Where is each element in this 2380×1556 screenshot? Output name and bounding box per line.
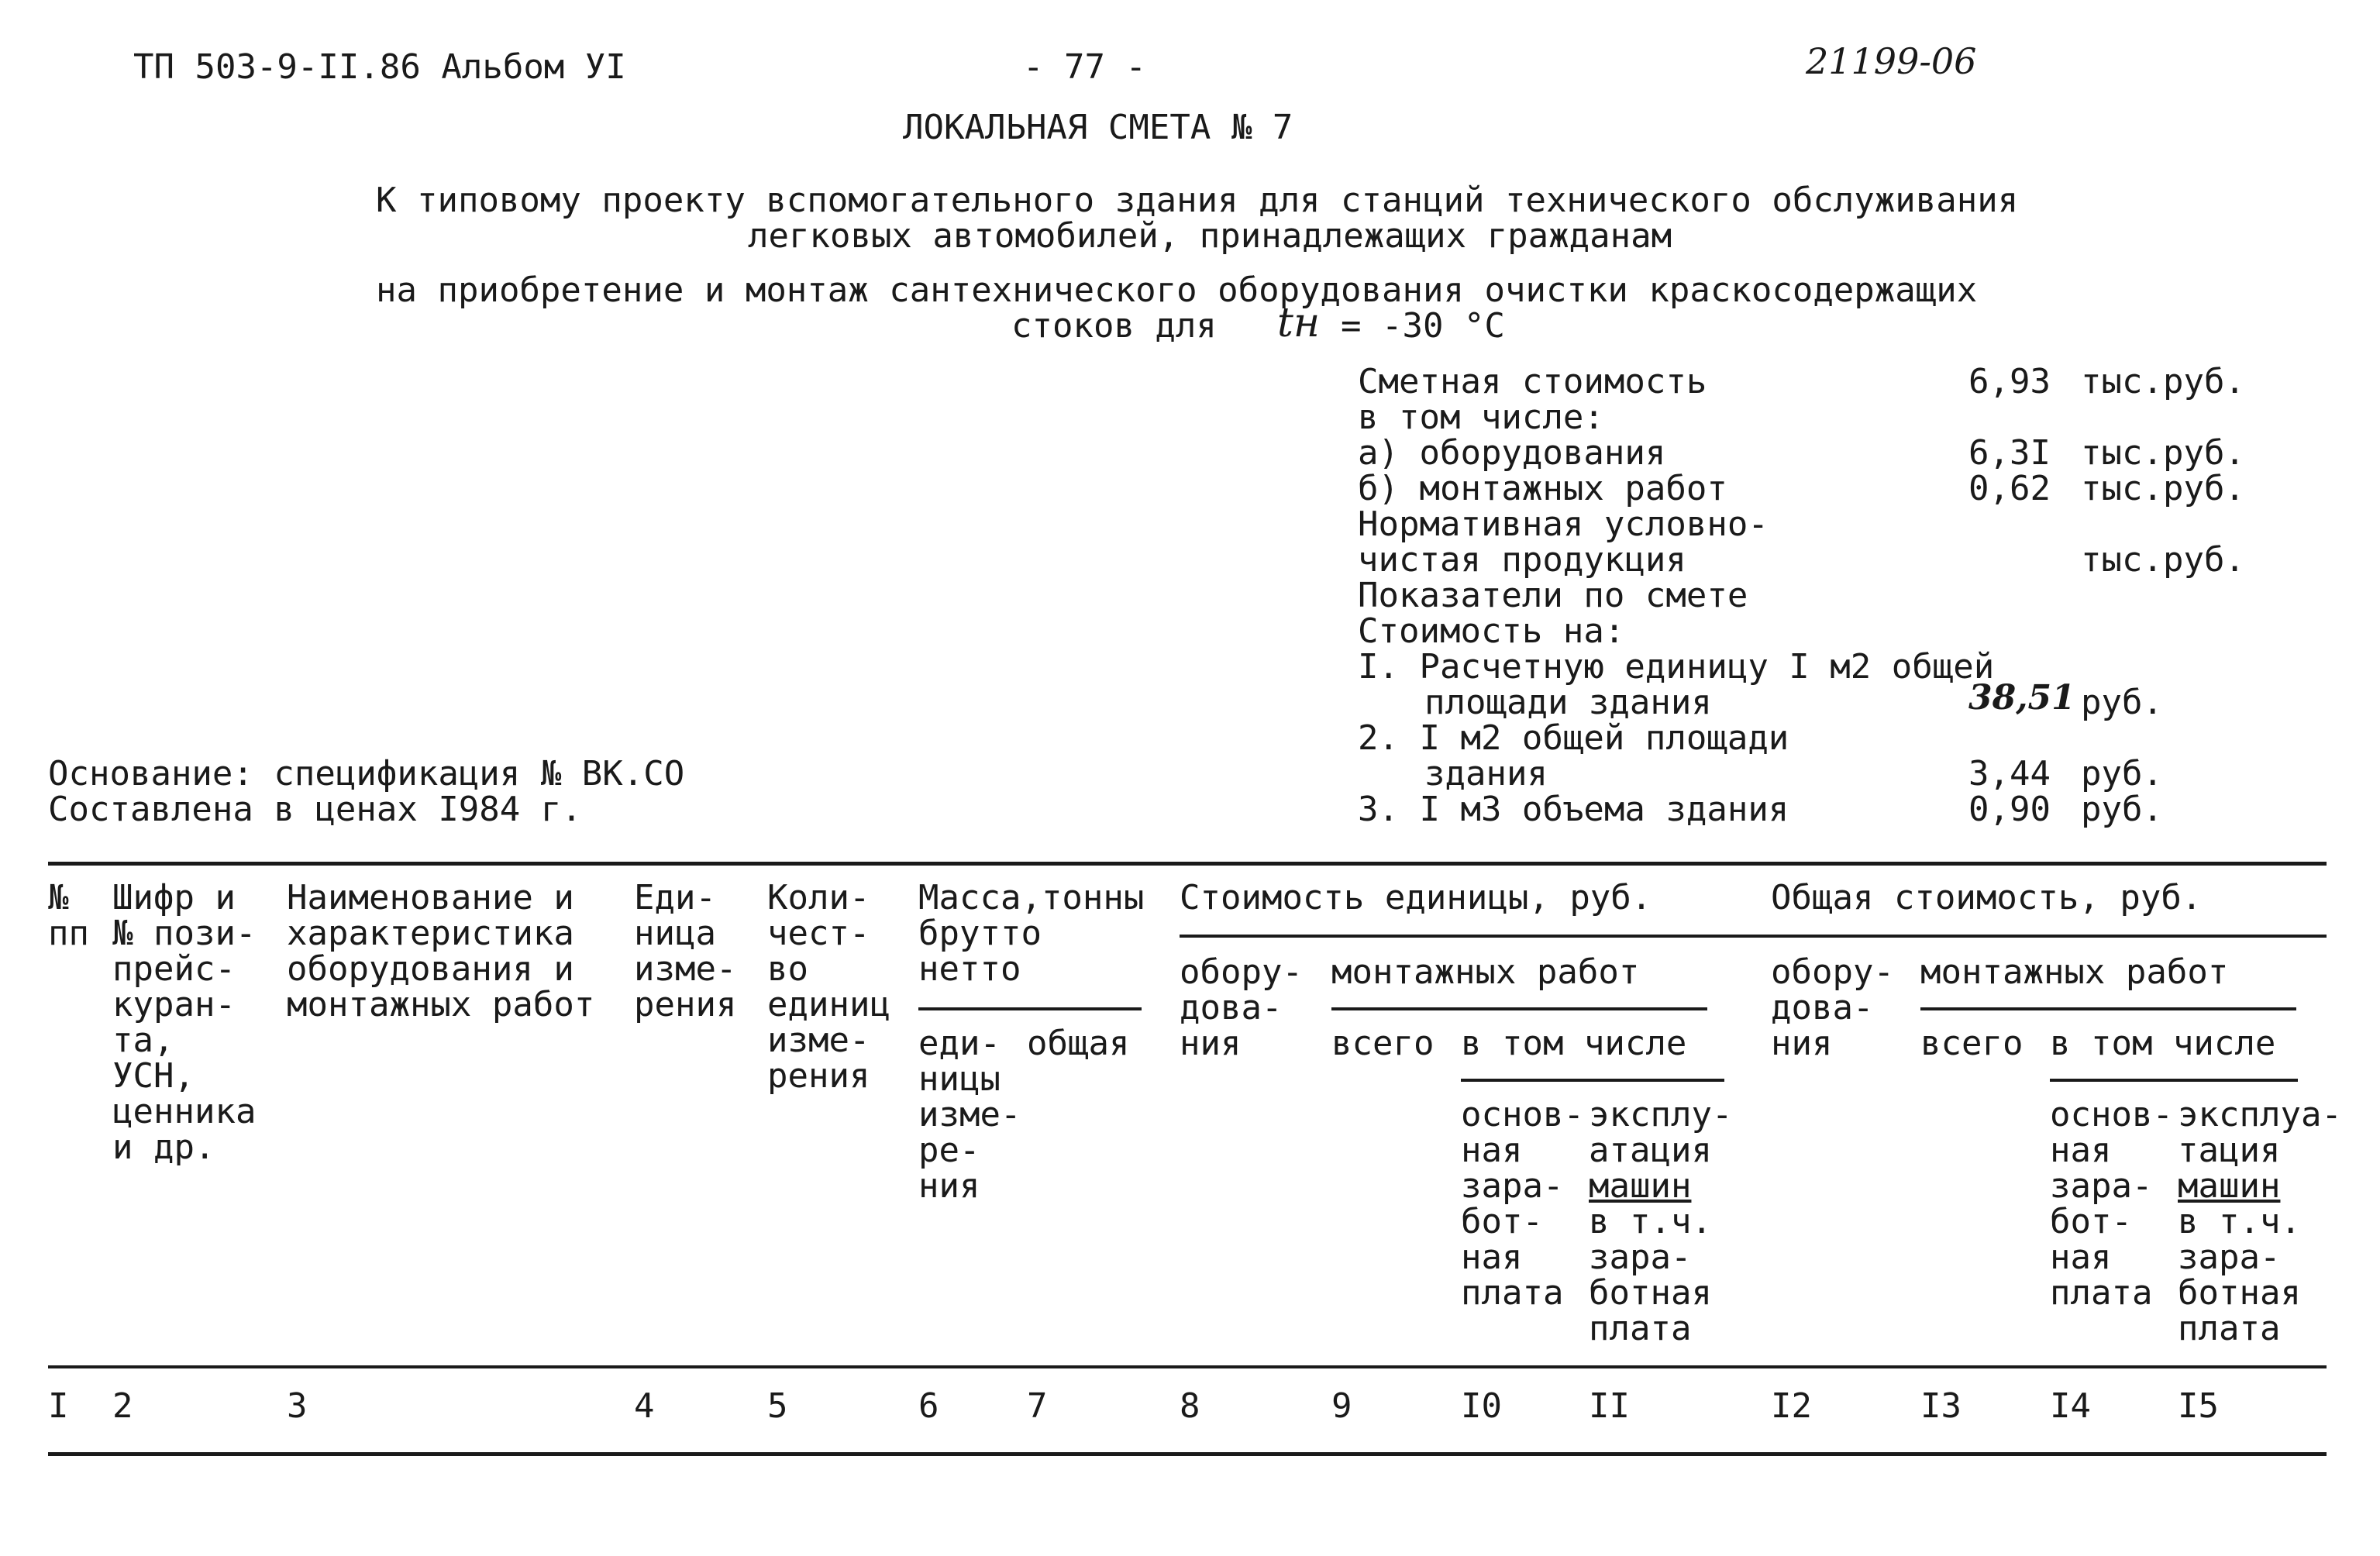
column-number: 2 bbox=[112, 1386, 133, 1426]
normative-label-1: Нормативная условно- bbox=[1358, 504, 1769, 544]
col-unit-header: Еди- ница изме- рения bbox=[634, 878, 737, 1024]
col-quantity-header: Коли- чест- во единиц изме- рения bbox=[767, 878, 890, 1096]
mass-total-header: общая bbox=[1027, 1024, 1130, 1063]
unit-machines-wage: в т.ч. зара- ботная плата bbox=[1589, 1202, 1712, 1348]
prices-line: Составлена в ценах I984 г. bbox=[48, 790, 582, 829]
indicator-1-label-1: I. Расчетную единицу I м2 общей bbox=[1358, 647, 1995, 687]
indicator-2-unit: руб. bbox=[2081, 754, 2163, 793]
col-code-header: Шифр и № пози- прейс- куран- та, УСН, ценника и др. bbox=[112, 878, 257, 1167]
unit-equipment-header: обору- дова- ния bbox=[1180, 952, 1303, 1063]
estimate-title: ЛОКАЛЬНАЯ СМЕТА № 7 bbox=[903, 108, 1293, 147]
temperature-symbol: tн bbox=[1277, 300, 1321, 346]
cost-group-rule bbox=[1180, 935, 2327, 938]
table-bottom-rule bbox=[48, 1452, 2327, 1456]
total-including-header: в том числе bbox=[2050, 1024, 2276, 1063]
col-number-header: № пп bbox=[48, 878, 89, 953]
unit-wage-header: основ- ная зара- бот- ная плата bbox=[1461, 1095, 1584, 1313]
column-number: 3 bbox=[287, 1386, 308, 1426]
indicator-3-label: 3. I м3 объема здания bbox=[1358, 790, 1789, 829]
estimated-cost-value: 6,93 bbox=[1968, 362, 2051, 401]
column-number: 4 bbox=[634, 1386, 655, 1426]
total-installation-header: монтажных работ bbox=[1920, 952, 2229, 992]
mass-sub-rule bbox=[918, 1007, 1142, 1010]
installation-cost-unit: тыс.руб. bbox=[2081, 469, 2245, 508]
indicators-label: Показатели по смете bbox=[1358, 576, 1748, 615]
indicator-2-label-2: здания bbox=[1424, 754, 1548, 793]
unit-total-header: всего bbox=[1331, 1024, 1435, 1063]
header-bottom-rule bbox=[48, 1365, 2327, 1368]
cost-on-label: Стоимость на: bbox=[1358, 611, 1625, 651]
unit-installation-rule bbox=[1331, 1007, 1707, 1010]
column-number: I0 bbox=[1461, 1386, 1502, 1426]
subtitle-line-4-prefix: стоков для bbox=[1011, 306, 1217, 346]
document-code: 21199-06 bbox=[1806, 40, 1977, 82]
column-number: I bbox=[48, 1386, 69, 1426]
total-wage-header: основ- ная зара- бот- ная плата bbox=[2050, 1095, 2173, 1313]
indicator-1-label-2: площади здания bbox=[1424, 683, 1712, 722]
total-including-rule bbox=[2050, 1079, 2298, 1082]
column-number: 5 bbox=[767, 1386, 788, 1426]
column-number: 8 bbox=[1180, 1386, 1200, 1426]
normative-label-2: чистая продукция bbox=[1358, 540, 1686, 580]
column-number: II bbox=[1589, 1386, 1630, 1426]
subtitle-line-3: на приобретение и монтаж сантехнического оборудования очистки краскосодержащих bbox=[376, 270, 1978, 310]
col-mass-header: Масса,тонны брутто нетто bbox=[918, 878, 1145, 989]
column-number: 9 bbox=[1331, 1386, 1352, 1426]
subtitle-line-2: легковых автомобилей, принадлежащих гражданам bbox=[748, 216, 1672, 256]
installation-cost-label: б) монтажных работ bbox=[1358, 469, 1727, 508]
installation-cost-value: 0,62 bbox=[1968, 469, 2051, 508]
temperature-value: = -30 °С bbox=[1341, 306, 1505, 346]
indicator-1-unit: руб. bbox=[2081, 683, 2163, 722]
total-machines-header: эксплуа- тация bbox=[2178, 1095, 2342, 1170]
estimated-cost-unit: тыс.руб. bbox=[2081, 362, 2245, 401]
indicator-3-value: 0,90 bbox=[1968, 790, 2051, 829]
table-top-rule bbox=[48, 862, 2327, 866]
col-name-header: Наименование и характеристика оборудования и монтажных работ bbox=[287, 878, 595, 1024]
column-number: 7 bbox=[1027, 1386, 1048, 1426]
estimated-cost-label: Сметная стоимость bbox=[1358, 362, 1707, 401]
indicator-2-value: 3,44 bbox=[1968, 754, 2051, 793]
mass-per-unit-header: еди- ницы изме- ре- ния bbox=[918, 1024, 1021, 1206]
indicator-3-unit: руб. bbox=[2081, 790, 2163, 829]
indicator-2-label-1: 2. I м2 общей площади bbox=[1358, 718, 1789, 758]
column-number: I4 bbox=[2050, 1386, 2091, 1426]
indicator-1-value: 38,51 bbox=[1968, 678, 2075, 718]
column-number: I2 bbox=[1771, 1386, 1812, 1426]
column-number: I5 bbox=[2178, 1386, 2219, 1426]
total-machines-word: машин bbox=[2178, 1166, 2281, 1206]
unit-installation-header: монтажных работ bbox=[1331, 952, 1640, 992]
page-number: - 77 - bbox=[1023, 47, 1146, 87]
column-number: I3 bbox=[1920, 1386, 1962, 1426]
total-machines-wage: в т.ч. зара- ботная плата bbox=[2178, 1202, 2301, 1348]
unit-machines-word: машин bbox=[1589, 1166, 1692, 1206]
basis-line: Основание: спецификация № ВК.СО bbox=[48, 754, 685, 793]
unit-cost-header: Стоимость единицы, руб. bbox=[1180, 878, 1652, 917]
total-installation-rule bbox=[1920, 1007, 2296, 1010]
equipment-cost-value: 6,3I bbox=[1968, 433, 2051, 473]
album-reference: ТП 503-9-II.86 Альбом УI bbox=[133, 47, 626, 87]
equipment-cost-unit: тыс.руб. bbox=[2081, 433, 2245, 473]
equipment-cost-label: а) оборудования bbox=[1358, 433, 1666, 473]
total-total-header: всего bbox=[1920, 1024, 2024, 1063]
total-equipment-header: обору- дова- ния bbox=[1771, 952, 1894, 1063]
unit-including-rule bbox=[1461, 1079, 1724, 1082]
unit-including-header: в том числе bbox=[1461, 1024, 1687, 1063]
unit-machines-header: эксплу- атация bbox=[1589, 1095, 1733, 1170]
normative-unit: тыс.руб. bbox=[2081, 540, 2245, 580]
column-number: 6 bbox=[918, 1386, 939, 1426]
subtitle-line-1: К типовому проекту вспомогательного здания для станций технического обслуживания bbox=[376, 181, 2019, 220]
total-cost-header: Общая стоимость, руб. bbox=[1771, 878, 2203, 917]
including-label: в том числе: bbox=[1358, 398, 1604, 437]
